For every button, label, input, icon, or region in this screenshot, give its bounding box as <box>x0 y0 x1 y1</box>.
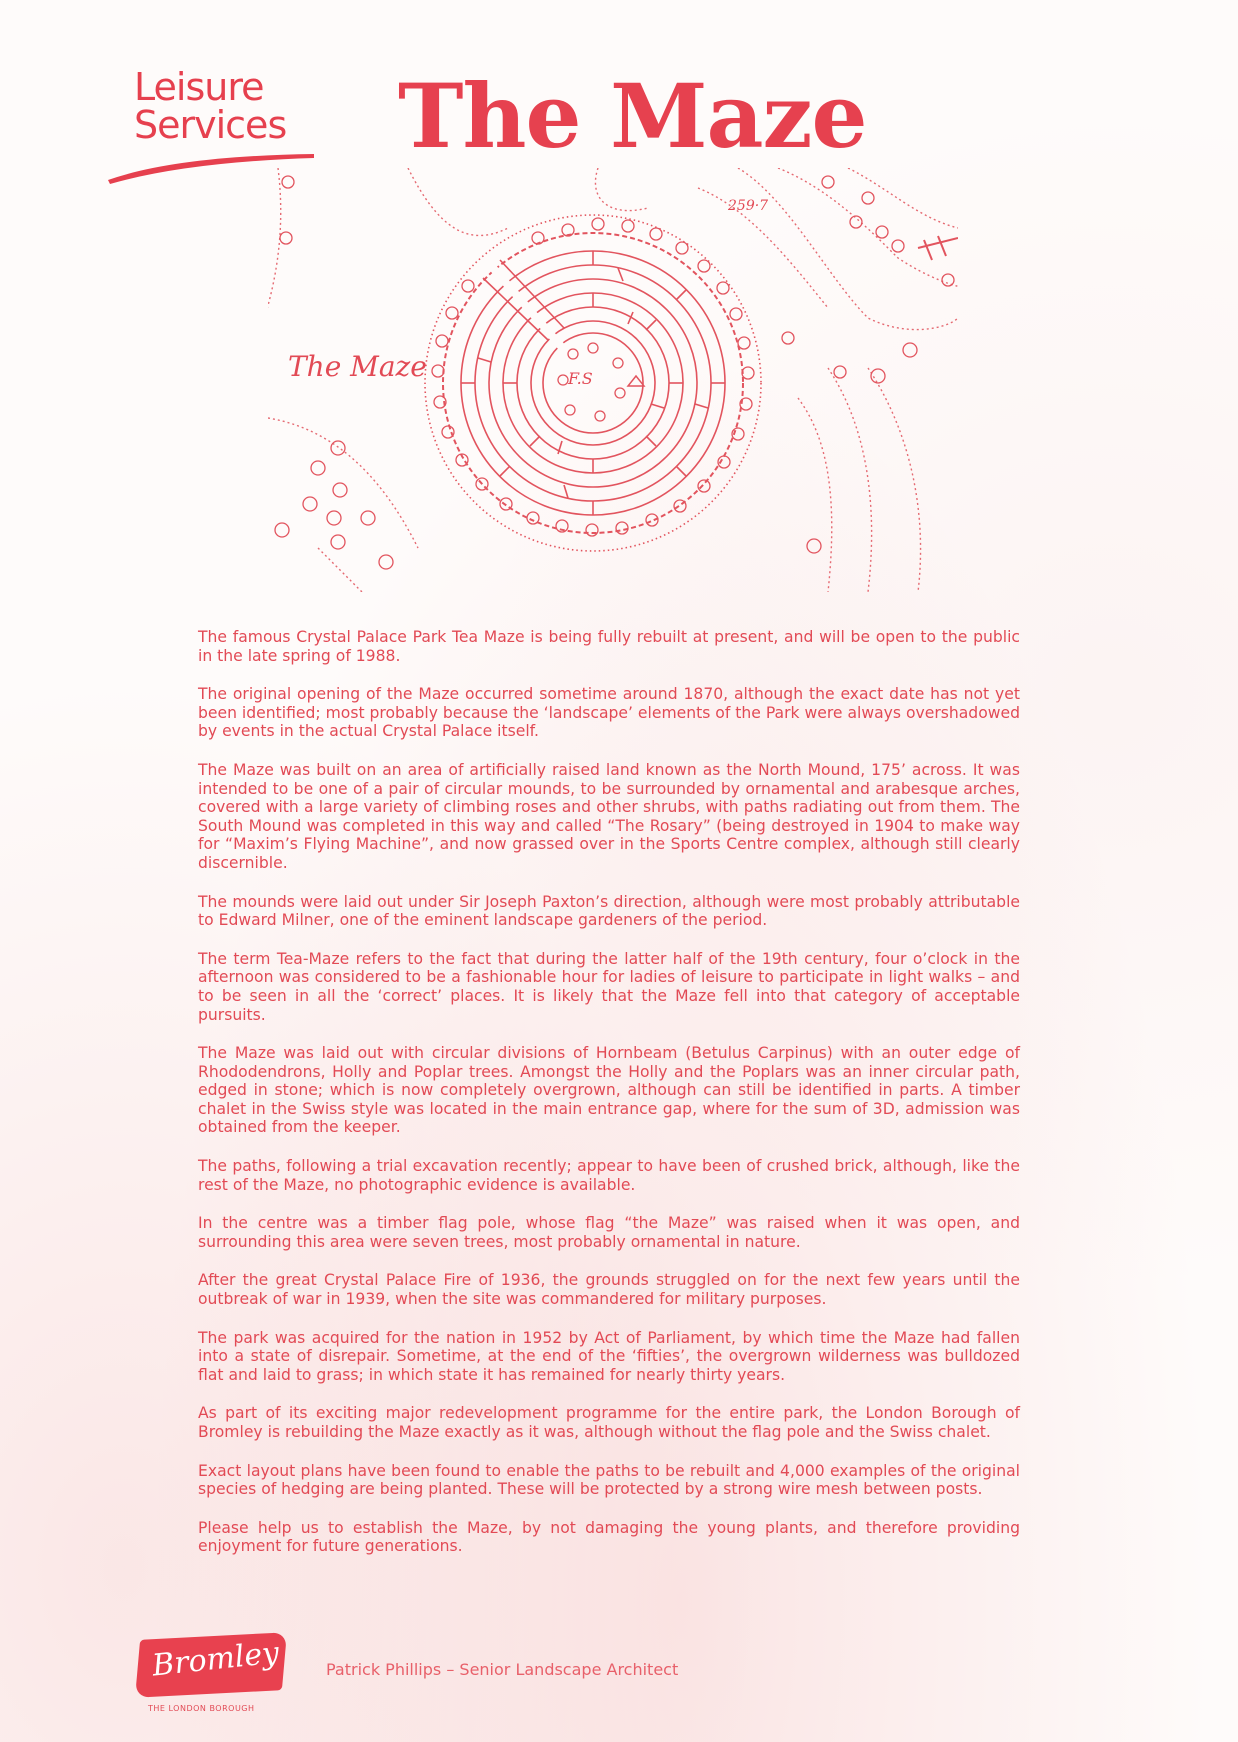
paragraph-4: The mounds were laid out under Sir Joseph Paxton’s direction, although were most probably attributable to Edward Milner, one of the eminent landscape gardeners of the period. <box>198 892 1020 930</box>
paragraph-3: The Maze was built on an area of artificially raised land known as the North Mound, 175’ across. It was intended to be one of a pair of circular mounds, to be surrounded by ornamental and arabesque arches, covered with a large variety of climbing roses and other shrubs, with paths radiating out from them. The South Mound was completed in this way and called “The Rosary” (being destroyed in 1904 to make way for “Maxim’s Flying Machine”, and now grassed over in the Sports Centre complex, although still clearly discernible. <box>198 760 1020 872</box>
paragraph-2: The original opening of the Maze occurred sometime around 1870, although the exact date has not yet been identified; most probably because the ‘landscape’ elements of the Park were always overshadowed by events in the actual Crystal Palace itself. <box>198 685 1020 741</box>
brand-line-1: Leisure <box>134 65 264 109</box>
page-title: The Maze <box>398 64 867 168</box>
map-spot-height: 259·7 <box>728 198 769 214</box>
paragraph-7: The paths, following a trial excavation recently; appear to have been of crushed brick, although, like the rest of the Maze, no photographic evidence is available. <box>198 1157 1020 1194</box>
paragraph-10: The park was acquired for the nation in 1952 by Act of Parliament, by which time the Maze had fallen into a state of disrepair. Sometime, at the end of the ‘fifties’, the overgrown wilderness was bulldozed flat and laid to grass; in which state it has remained for nearly thirty years. <box>198 1328 1020 1384</box>
brand-line-2: Services <box>134 103 287 147</box>
paragraph-8: In the centre was a timber flag pole, whose flag “the Maze” was raised when it was open, and surrounding this area were seven trees, most probably ornamental in nature. <box>198 1214 1020 1251</box>
paragraph-1: The famous Crystal Palace Park Tea Maze is being fully rebuilt at present, and will be open to the public in the late spring of 1988. <box>198 628 1020 665</box>
leisure-services-logo <box>106 65 316 178</box>
body-text <box>198 628 1020 1576</box>
maze-plan-map <box>268 168 958 592</box>
bromley-logo <box>132 1636 292 1720</box>
paragraph-5: The term Tea-Maze refers to the fact that during the latter half of the 19th century, four o’clock in the afternoon was considered to be a fashionable hour for ladies of leisure to participate in light walks – and to be seen in all the ‘correct’ places. It is likely that the Maze fell into that category of acceptable pursuits. <box>198 949 1020 1024</box>
paragraph-6: The Maze was laid out with circular divisions of Hornbeam (Betulus Carpinus) with an outer edge of Rhododendrons, Holly and Poplar trees. Amongst the Holly and the Poplars was an inner circular path, edged in stone; which is now completely overgrown, although can still be identified in parts. A timber chalet in the Swiss style was located in the main entrance gap, where for the sum of 3D, admission was obtained from the keeper. <box>198 1044 1020 1137</box>
logo-word: Bromley <box>150 1635 281 1684</box>
logo-subtitle: THE LONDON BOROUGH <box>148 1704 255 1713</box>
author-signature: Patrick Phillips – Senior Landscape Architect <box>326 1660 679 1679</box>
paragraph-9: After the great Crystal Palace Fire of 1936, the grounds struggled on for the next few years until the outbreak of war in 1939, when the site was commandered for military purposes. <box>198 1271 1020 1309</box>
paragraph-12: Exact layout plans have been found to enable the paths to be rebuilt and 4,000 examples of the original species of hedging are being planted. These will be protected by a strong wire mesh between posts. <box>198 1461 1020 1499</box>
map-label: The Maze <box>288 350 427 383</box>
paragraph-13: Please help us to establish the Maze, by not damaging the young plants, and therefore providing enjoyment for future generations. <box>198 1518 1020 1556</box>
map-center-label: F.S <box>568 369 593 388</box>
paragraph-11: As part of its exciting major redevelopment programme for the entire park, the London Borough of Bromley is rebuilding the Maze exactly as it was, although without the flag pole and the Swiss chalet. <box>198 1404 1020 1441</box>
